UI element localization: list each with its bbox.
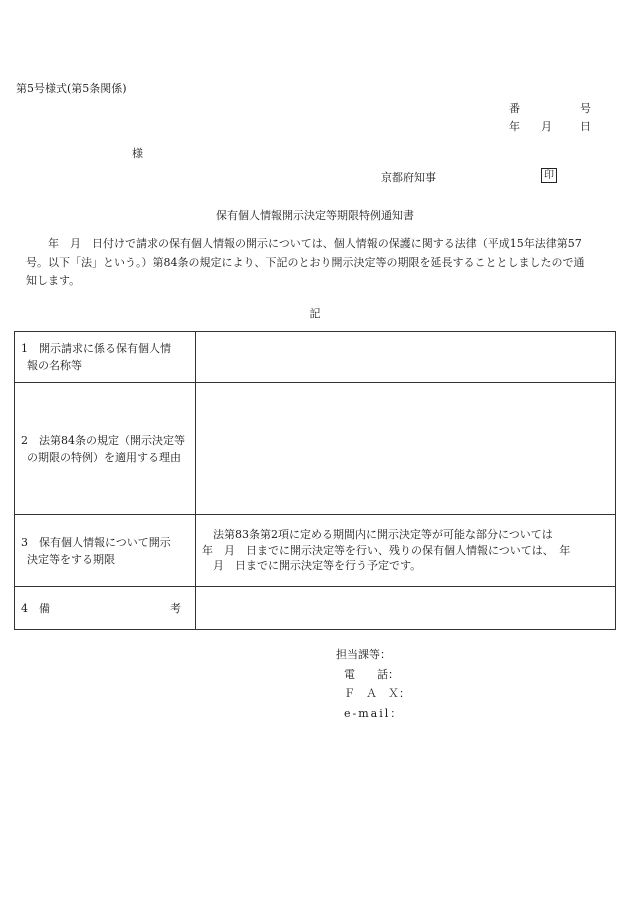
ki-heading: 記	[309, 307, 321, 320]
contact-fax: Ｆ Ａ Ｘ：	[344, 687, 410, 700]
table-row	[15, 515, 616, 587]
row-label-right: 考	[170, 601, 181, 615]
row-label	[15, 587, 196, 630]
row-label-line: 3 保有個人情報について開示	[21, 535, 171, 549]
reference-month: 月	[541, 120, 552, 133]
reference-year: 年	[509, 120, 520, 133]
row-value-line: 法第83条第2項に定める期間内に開示決定等が可能な部分については	[202, 528, 553, 542]
reference-number-suffix: 号	[580, 102, 591, 115]
sender-name: 京都府知事	[381, 171, 436, 184]
reference-number-label: 番	[509, 102, 520, 115]
contact-block	[336, 645, 410, 723]
row-label	[15, 515, 196, 587]
document-title: 保有個人情報開示決定等期限特例通知書	[216, 209, 414, 222]
row-label-line: 決定等をする期限	[27, 552, 115, 566]
row-value	[196, 515, 616, 587]
row-label-line: 2 法第84条の規定（開示決定等	[21, 433, 185, 447]
row-value-line: 年 月 日までに開示決定等を行い、残りの保有個人情報については、 年	[202, 543, 571, 557]
body-line: 年 月 日付けで請求の保有個人情報の開示については、個人情報の保護に関する法律（平成15年法律第57	[26, 237, 582, 250]
table-row	[15, 587, 616, 630]
reference-day: 日	[580, 120, 591, 133]
contact-phone: 電 話：	[344, 667, 399, 681]
body-paragraph	[26, 235, 616, 291]
form-number: 第5号様式(第5条関係)	[16, 82, 127, 95]
contact-email: e-mail：	[344, 706, 404, 720]
addressee-suffix: 様	[132, 147, 143, 160]
body-line: 知します。	[26, 274, 81, 287]
contact-dept: 担当課等：	[336, 648, 391, 661]
row-label	[15, 383, 196, 515]
row-label	[15, 332, 196, 383]
table-row	[15, 332, 616, 383]
table-row	[15, 383, 616, 515]
row-label-line: 報の名称等	[27, 359, 82, 372]
row-label-line: 1 開示請求に係る保有個人情	[21, 342, 171, 355]
row-value	[196, 587, 616, 630]
seal-mark: 印	[541, 168, 557, 183]
row-label-line: の期限の特例）を適用する理由	[27, 450, 181, 464]
body-line: 号。以下「法」という。）第84条の規定により、下記のとおり開示決定等の期限を延長することとしましたので通	[26, 255, 585, 269]
row-value	[196, 332, 616, 383]
row-label-left: 4 備	[21, 601, 50, 615]
items-table	[14, 331, 616, 630]
row-value	[196, 383, 616, 515]
row-value-line: 月 日までに開示決定等を行う予定です。	[202, 559, 422, 573]
